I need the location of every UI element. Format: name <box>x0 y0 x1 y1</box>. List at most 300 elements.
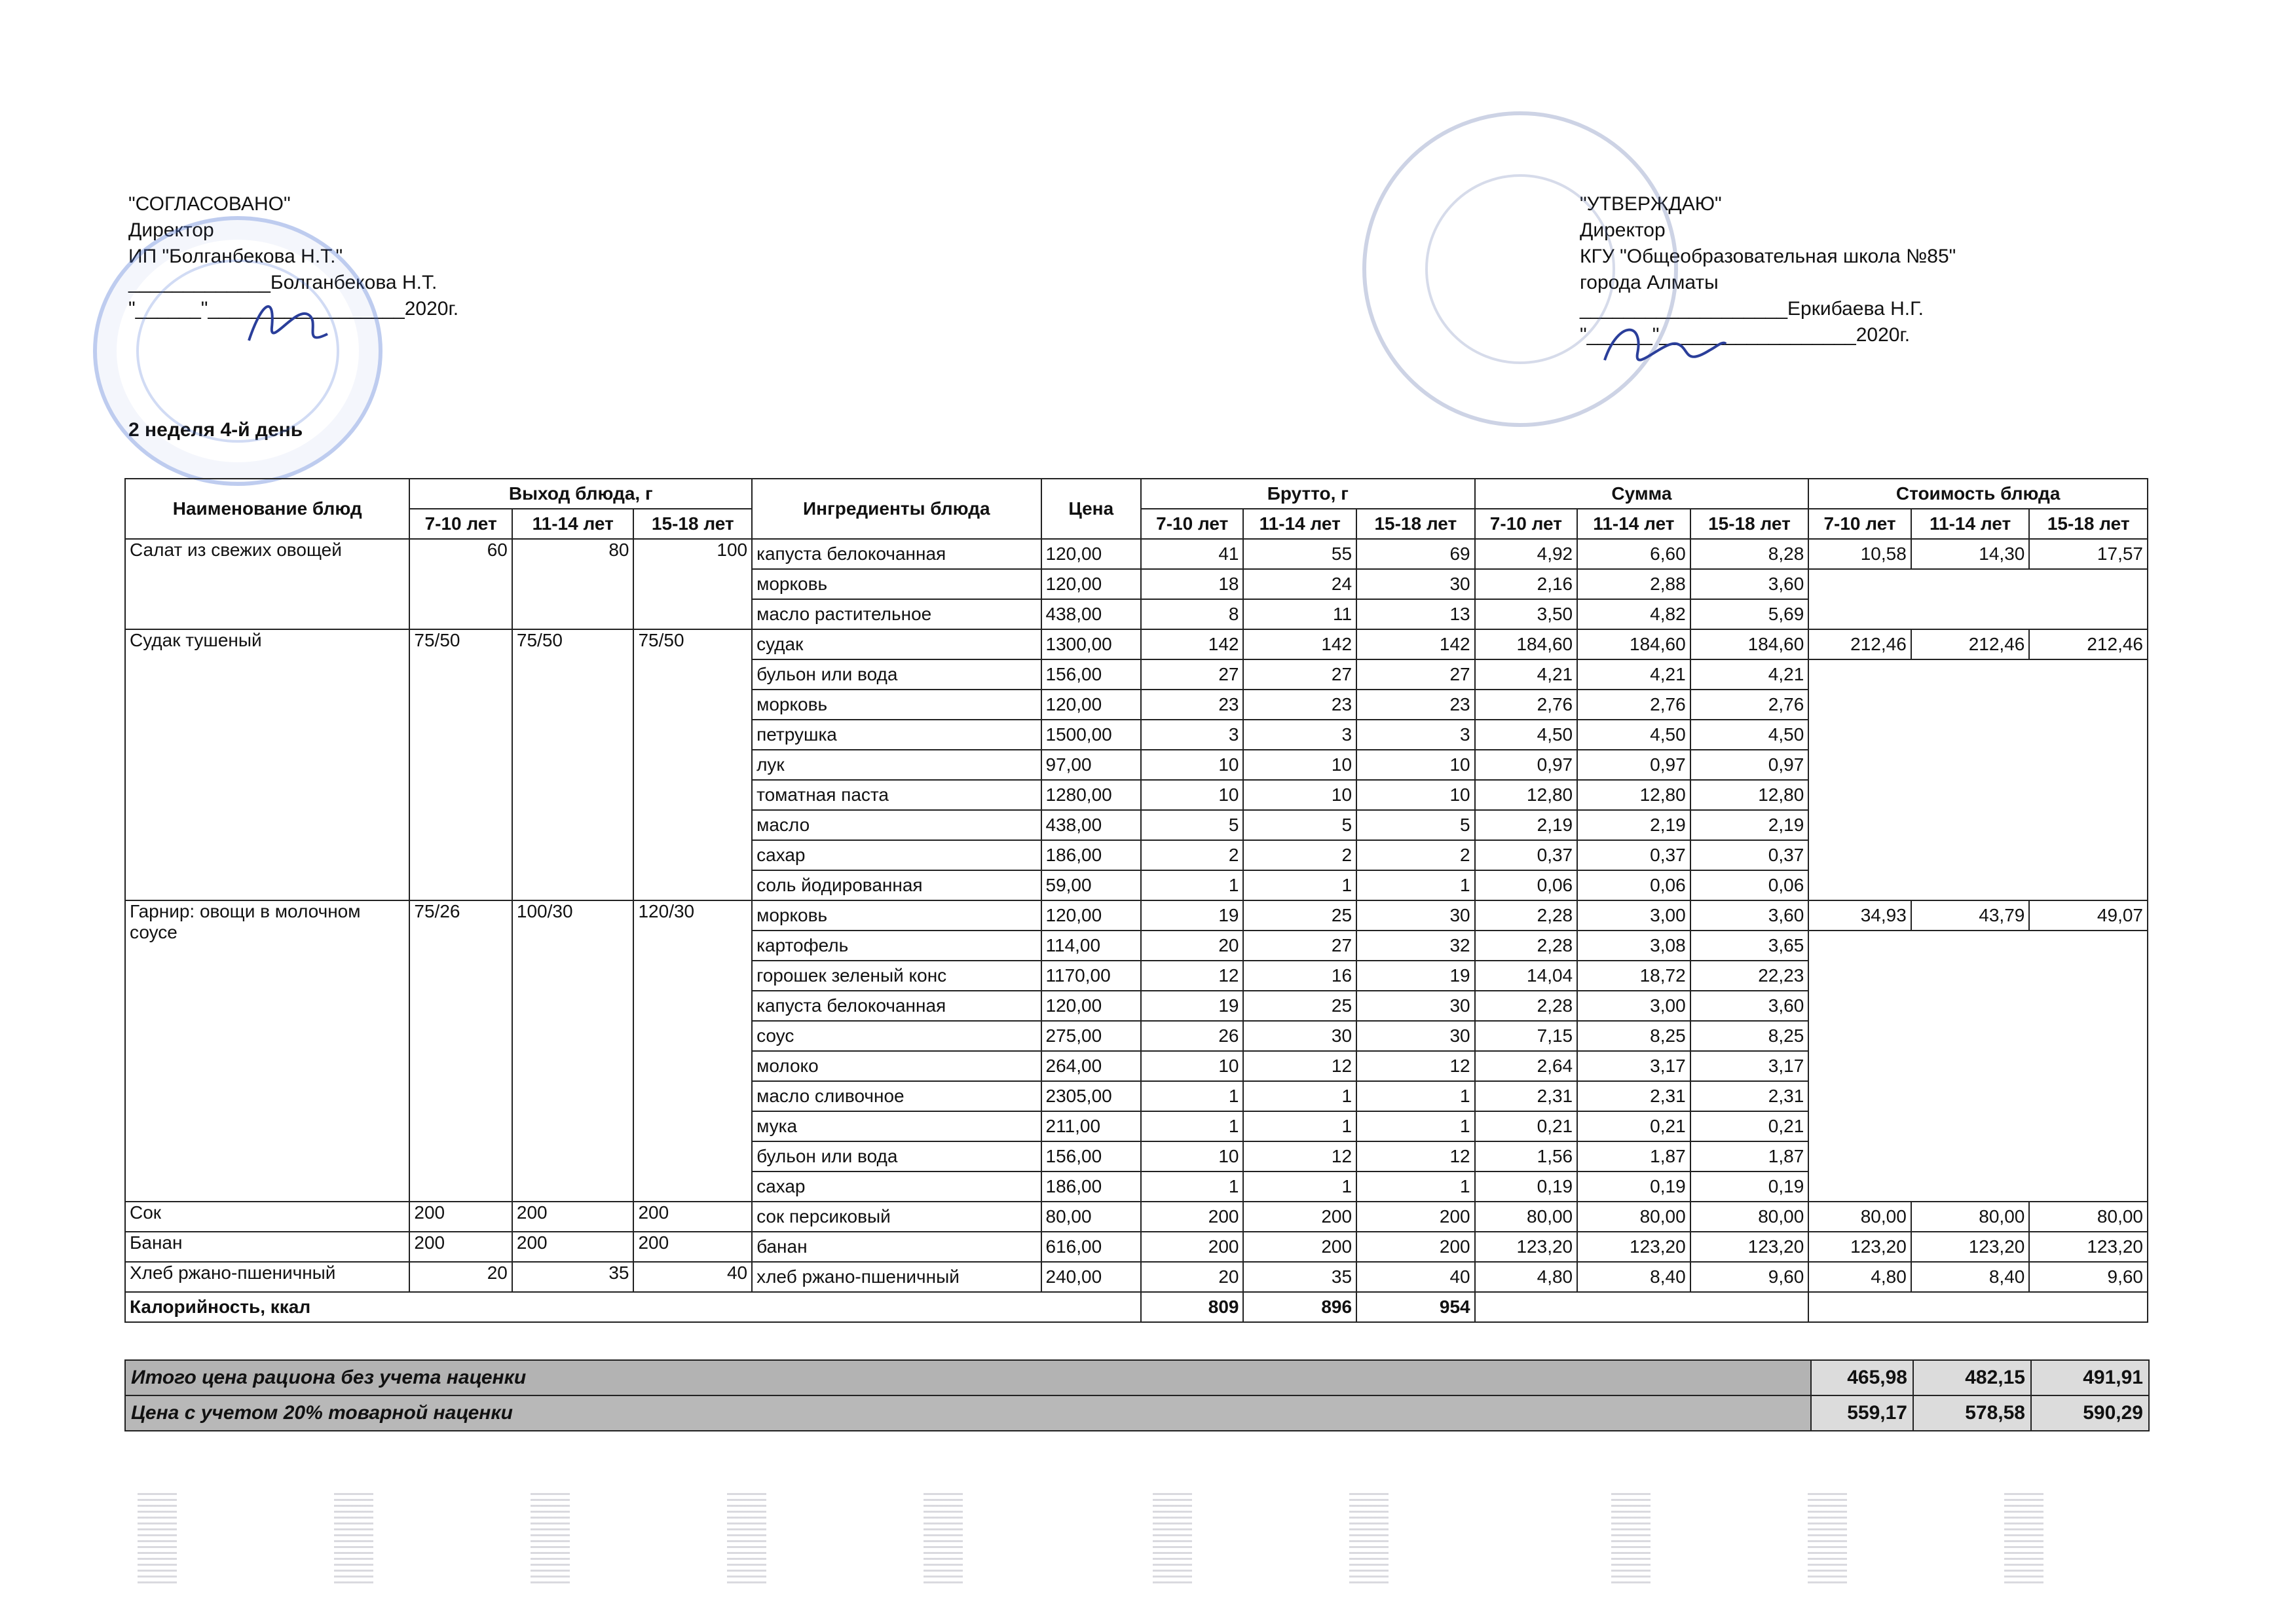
ingredient-gross: 30 <box>1356 569 1475 599</box>
ingredient-sum: 3,60 <box>1690 900 1809 931</box>
header-age: 11-14 лет <box>512 509 634 539</box>
ingredient-gross: 10 <box>1356 780 1475 810</box>
ingredient-gross: 1 <box>1356 1111 1475 1141</box>
ingredient-sum: 2,28 <box>1475 991 1578 1021</box>
ingredient-gross: 18 <box>1141 569 1244 599</box>
left-date-line: "______"__________________2020г. <box>128 298 459 320</box>
week-day-label: 2 неделя 4-й день <box>128 419 303 441</box>
ingredient-price: 264,00 <box>1041 1051 1141 1081</box>
scan-artifact <box>1153 1493 1192 1585</box>
ingredient-name: соль йодированная <box>752 870 1041 900</box>
ingredient-price: 438,00 <box>1041 810 1141 840</box>
header-dish-name: Наименование блюд <box>125 479 409 539</box>
ingredient-sum: 2,19 <box>1690 810 1809 840</box>
header-cost: Стоимость блюда <box>1808 479 2148 509</box>
ingredient-gross: 23 <box>1356 690 1475 720</box>
totals-value: 465,98 <box>1811 1360 1913 1395</box>
ingredient-gross: 10 <box>1243 780 1356 810</box>
header-age: 11-14 лет <box>1911 509 2030 539</box>
ingredient-sum: 4,21 <box>1475 659 1578 690</box>
scan-artifact <box>1349 1493 1389 1585</box>
ingredient-gross: 3 <box>1356 720 1475 750</box>
dish-yield: 60 <box>409 539 512 629</box>
ingredient-gross: 200 <box>1356 1202 1475 1232</box>
scan-artifact <box>727 1493 766 1585</box>
header-age: 15-18 лет <box>2029 509 2148 539</box>
dish-yield: 80 <box>512 539 634 629</box>
ingredient-gross: 10 <box>1141 750 1244 780</box>
left-position: Директор <box>128 219 214 241</box>
ingredient-name: масло растительное <box>752 599 1041 629</box>
dish-cost: 80,00 <box>1911 1202 2030 1232</box>
header-age: 7-10 лет <box>409 509 512 539</box>
ingredient-gross: 19 <box>1141 991 1244 1021</box>
ingredient-gross: 5 <box>1141 810 1244 840</box>
ingredient-gross: 25 <box>1243 900 1356 931</box>
ingredient-gross: 10 <box>1141 1141 1244 1172</box>
ingredient-price: 120,00 <box>1041 690 1141 720</box>
ingredient-gross: 10 <box>1141 780 1244 810</box>
ingredient-sum: 4,92 <box>1475 539 1578 569</box>
ingredient-gross: 200 <box>1243 1202 1356 1232</box>
dish-yield: 200 <box>512 1202 634 1232</box>
ingredient-gross: 23 <box>1141 690 1244 720</box>
dish-cost: 43,79 <box>1911 900 2030 931</box>
ingredient-price: 59,00 <box>1041 870 1141 900</box>
ingredient-sum: 2,28 <box>1475 900 1578 931</box>
ingredient-sum: 3,60 <box>1690 991 1809 1021</box>
ingredient-sum: 3,17 <box>1577 1051 1690 1081</box>
ingredient-gross: 1 <box>1243 1081 1356 1111</box>
dish-yield: 20 <box>409 1262 512 1292</box>
ingredient-gross: 27 <box>1243 931 1356 961</box>
ingredient-gross: 35 <box>1243 1262 1356 1292</box>
ingredient-price: 186,00 <box>1041 840 1141 870</box>
calories-value: 896 <box>1243 1292 1356 1322</box>
ingredient-name: хлеб ржано-пшеничный <box>752 1262 1041 1292</box>
totals-label: Итого цена рациона без учета наценки <box>125 1360 1811 1395</box>
ingredient-sum: 3,60 <box>1690 569 1809 599</box>
ingredient-gross: 27 <box>1243 659 1356 690</box>
ingredient-gross: 1 <box>1356 1172 1475 1202</box>
ingredient-gross: 30 <box>1243 1021 1356 1051</box>
ingredient-price: 120,00 <box>1041 539 1141 569</box>
dish-yield: 75/50 <box>409 629 512 900</box>
ingredient-sum: 80,00 <box>1577 1202 1690 1232</box>
totals-body <box>125 1360 2149 1431</box>
ingredient-gross: 41 <box>1141 539 1244 569</box>
ingredient-gross: 27 <box>1141 659 1244 690</box>
ingredient-sum: 3,17 <box>1690 1051 1809 1081</box>
calories-value: 809 <box>1141 1292 1244 1322</box>
ingredient-gross: 55 <box>1243 539 1356 569</box>
ingredient-price: 120,00 <box>1041 991 1141 1021</box>
ingredient-gross: 11 <box>1243 599 1356 629</box>
ingredient-price: 211,00 <box>1041 1111 1141 1141</box>
scan-artifact <box>1808 1493 1847 1585</box>
dish-yield: 35 <box>512 1262 634 1292</box>
table-header <box>125 479 2148 539</box>
ingredient-sum: 0,97 <box>1690 750 1809 780</box>
totals-row <box>125 1360 2149 1395</box>
header-age: 7-10 лет <box>1475 509 1578 539</box>
ingredient-gross: 20 <box>1141 1262 1244 1292</box>
ingredient-sum: 6,60 <box>1577 539 1690 569</box>
ingredient-gross: 5 <box>1243 810 1356 840</box>
ingredient-gross: 1 <box>1356 1081 1475 1111</box>
ingredient-sum: 8,28 <box>1690 539 1809 569</box>
ingredient-sum: 12,80 <box>1577 780 1690 810</box>
ingredient-price: 240,00 <box>1041 1262 1141 1292</box>
ingredient-sum: 0,06 <box>1475 870 1578 900</box>
dish-name: Салат из свежих овощей <box>125 539 409 629</box>
dish-cost: 9,60 <box>2029 1262 2148 1292</box>
totals-value: 482,15 <box>1913 1360 2031 1395</box>
left-signature <box>236 288 334 360</box>
dish-yield: 40 <box>633 1262 752 1292</box>
scan-artifact <box>334 1493 373 1585</box>
totals-value: 559,17 <box>1811 1395 1913 1431</box>
ingredient-sum: 4,50 <box>1690 720 1809 750</box>
ingredient-sum: 0,97 <box>1475 750 1578 780</box>
totals-value: 491,91 <box>2031 1360 2149 1395</box>
totals-label: Цена с учетом 20% товарной наценки <box>125 1395 1811 1431</box>
ingredient-sum: 2,19 <box>1577 810 1690 840</box>
ingredient-price: 120,00 <box>1041 900 1141 931</box>
dish-cost: 49,07 <box>2029 900 2148 931</box>
dish-cost: 80,00 <box>1808 1202 1911 1232</box>
dish-yield: 200 <box>633 1232 752 1262</box>
dish-yield: 120/30 <box>633 900 752 1202</box>
ingredient-gross: 1 <box>1356 870 1475 900</box>
ingredient-sum: 8,40 <box>1577 1262 1690 1292</box>
header-yield: Выход блюда, г <box>409 479 752 509</box>
ingredient-price: 275,00 <box>1041 1021 1141 1051</box>
ingredient-sum: 3,50 <box>1475 599 1578 629</box>
ingredient-name: морковь <box>752 900 1041 931</box>
ingredient-sum: 9,60 <box>1690 1262 1809 1292</box>
ingredient-price: 97,00 <box>1041 750 1141 780</box>
ingredient-price: 616,00 <box>1041 1232 1141 1262</box>
ingredient-name: масло <box>752 810 1041 840</box>
ingredient-sum: 1,87 <box>1577 1141 1690 1172</box>
header-price: Цена <box>1041 479 1141 539</box>
dish-yield: 200 <box>409 1232 512 1262</box>
ingredient-gross: 1 <box>1141 1081 1244 1111</box>
dish-cost: 123,20 <box>2029 1232 2148 1262</box>
dish-cost: 17,57 <box>2029 539 2148 569</box>
ingredient-sum: 2,31 <box>1690 1081 1809 1111</box>
calories-row <box>125 1292 2148 1322</box>
scan-artifact <box>531 1493 570 1585</box>
ingredient-gross: 1 <box>1141 870 1244 900</box>
table-row <box>125 900 2148 931</box>
ingredient-name: бульон или вода <box>752 1141 1041 1172</box>
ingredient-gross: 40 <box>1356 1262 1475 1292</box>
scan-artifact <box>924 1493 963 1585</box>
ingredient-gross: 200 <box>1243 1232 1356 1262</box>
approve-title: "УТВЕРЖДАЮ" <box>1580 193 1722 215</box>
header-gross: Брутто, г <box>1141 479 1475 509</box>
ingredient-gross: 24 <box>1243 569 1356 599</box>
ingredient-gross: 5 <box>1356 810 1475 840</box>
header-age: 7-10 лет <box>1808 509 1911 539</box>
ingredient-gross: 200 <box>1356 1232 1475 1262</box>
totals-value: 578,58 <box>1913 1395 2031 1431</box>
dish-yield: 75/50 <box>512 629 634 900</box>
dish-cost: 212,46 <box>2029 629 2148 659</box>
ingredient-sum: 4,82 <box>1577 599 1690 629</box>
ingredient-name: петрушка <box>752 720 1041 750</box>
ingredient-gross: 25 <box>1243 991 1356 1021</box>
ingredient-sum: 12,80 <box>1690 780 1809 810</box>
ingredient-price: 2305,00 <box>1041 1081 1141 1111</box>
ingredient-sum: 0,21 <box>1475 1111 1578 1141</box>
right-city: города Алматы <box>1580 272 1719 293</box>
ingredient-sum: 0,19 <box>1577 1172 1690 1202</box>
table-body <box>125 539 2148 1322</box>
ingredient-sum: 1,56 <box>1475 1141 1578 1172</box>
left-org: ИП "Болганбекова Н.Т." <box>128 246 343 267</box>
table-row <box>125 1202 2148 1232</box>
ingredient-sum: 2,28 <box>1475 931 1578 961</box>
ingredient-sum: 4,50 <box>1475 720 1578 750</box>
ingredient-gross: 200 <box>1141 1202 1244 1232</box>
ingredient-gross: 20 <box>1141 931 1244 961</box>
ingredient-sum: 80,00 <box>1475 1202 1578 1232</box>
ingredient-price: 1500,00 <box>1041 720 1141 750</box>
ingredient-price: 186,00 <box>1041 1172 1141 1202</box>
right-date-line: "______"__________________2020г. <box>1580 324 1911 346</box>
ingredient-sum: 184,60 <box>1690 629 1809 659</box>
ingredient-gross: 1 <box>1243 870 1356 900</box>
dish-name: Сок <box>125 1202 409 1232</box>
ingredient-price: 156,00 <box>1041 659 1141 690</box>
dish-cost: 212,46 <box>1911 629 2030 659</box>
ingredient-gross: 8 <box>1141 599 1244 629</box>
ingredient-price: 80,00 <box>1041 1202 1141 1232</box>
ingredient-gross: 19 <box>1356 961 1475 991</box>
ingredient-name: капуста белокочанная <box>752 991 1041 1021</box>
ingredient-gross: 12 <box>1243 1051 1356 1081</box>
right-signature <box>1598 314 1729 380</box>
ingredient-sum: 0,06 <box>1577 870 1690 900</box>
ingredient-name: сахар <box>752 840 1041 870</box>
header-age: 15-18 лет <box>633 509 752 539</box>
header-age: 15-18 лет <box>1690 509 1809 539</box>
ingredient-gross: 1 <box>1141 1111 1244 1141</box>
ingredient-sum: 0,21 <box>1690 1111 1809 1141</box>
dish-name: Банан <box>125 1232 409 1262</box>
header-age: 11-14 лет <box>1243 509 1356 539</box>
ingredient-sum: 4,21 <box>1577 659 1690 690</box>
header-age: 11-14 лет <box>1577 509 1690 539</box>
dish-cost: 80,00 <box>2029 1202 2148 1232</box>
dish-cost: 34,93 <box>1808 900 1911 931</box>
ingredient-gross: 23 <box>1243 690 1356 720</box>
ingredient-sum: 4,50 <box>1577 720 1690 750</box>
ingredient-sum: 123,20 <box>1475 1232 1578 1262</box>
dish-cost-blank <box>1808 931 2148 1202</box>
right-sign-line: ___________________Еркибаева Н.Г. <box>1580 298 1924 320</box>
header-ingredients: Ингредиенты блюда <box>752 479 1041 539</box>
ingredient-price: 1300,00 <box>1041 629 1141 659</box>
ingredient-gross: 200 <box>1141 1232 1244 1262</box>
ingredient-gross: 10 <box>1141 1051 1244 1081</box>
ingredient-gross: 142 <box>1356 629 1475 659</box>
ingredient-sum: 3,08 <box>1577 931 1690 961</box>
menu-table <box>124 478 2148 1323</box>
ingredient-sum: 123,20 <box>1577 1232 1690 1262</box>
dish-name: Хлеб ржано-пшеничный <box>125 1262 409 1292</box>
ingredient-sum: 14,04 <box>1475 961 1578 991</box>
dish-cost: 123,20 <box>1808 1232 1911 1262</box>
ingredient-price: 1170,00 <box>1041 961 1141 991</box>
ingredient-gross: 3 <box>1243 720 1356 750</box>
right-org: КГУ "Общеобразовательная школа №85" <box>1580 246 1956 267</box>
ingredient-sum: 0,21 <box>1577 1111 1690 1141</box>
ingredient-gross: 12 <box>1356 1141 1475 1172</box>
ingredient-sum: 2,64 <box>1475 1051 1578 1081</box>
scan-artifact <box>2004 1493 2043 1585</box>
ingredient-sum: 0,37 <box>1690 840 1809 870</box>
ingredient-gross: 30 <box>1356 1021 1475 1051</box>
ingredient-gross: 1 <box>1243 1172 1356 1202</box>
ingredient-name: молоко <box>752 1051 1041 1081</box>
left-sign-line: _____________Болганбекова Н.Т. <box>128 272 438 293</box>
dish-name: Судак тушеный <box>125 629 409 900</box>
ingredient-sum: 184,60 <box>1475 629 1578 659</box>
ingredient-sum: 3,00 <box>1577 991 1690 1021</box>
table-row <box>125 1262 2148 1292</box>
ingredient-name: капуста белокочанная <box>752 539 1041 569</box>
scan-artifact <box>1611 1493 1651 1585</box>
dish-yield: 75/26 <box>409 900 512 1202</box>
ingredient-sum: 22,23 <box>1690 961 1809 991</box>
header-age: 15-18 лет <box>1356 509 1475 539</box>
ingredient-gross: 2 <box>1141 840 1244 870</box>
ingredient-gross: 19 <box>1141 900 1244 931</box>
ingredient-gross: 30 <box>1356 991 1475 1021</box>
dish-cost: 8,40 <box>1911 1262 2030 1292</box>
ingredient-gross: 2 <box>1356 840 1475 870</box>
ingredient-sum: 123,20 <box>1690 1232 1809 1262</box>
ingredient-sum: 2,16 <box>1475 569 1578 599</box>
ingredient-sum: 8,25 <box>1577 1021 1690 1051</box>
ingredient-gross: 1 <box>1243 1111 1356 1141</box>
header-sum: Сумма <box>1475 479 1809 509</box>
ingredient-price: 156,00 <box>1041 1141 1141 1172</box>
totals-row <box>125 1395 2149 1431</box>
ingredient-sum: 3,65 <box>1690 931 1809 961</box>
ingredient-price: 1280,00 <box>1041 780 1141 810</box>
table-row <box>125 629 2148 659</box>
ingredient-name: горошек зеленый конс <box>752 961 1041 991</box>
dish-cost: 4,80 <box>1808 1262 1911 1292</box>
dish-yield: 200 <box>633 1202 752 1232</box>
ingredient-gross: 32 <box>1356 931 1475 961</box>
ingredient-sum: 0,19 <box>1475 1172 1578 1202</box>
ingredient-sum: 8,25 <box>1690 1021 1809 1051</box>
ingredient-sum: 12,80 <box>1475 780 1578 810</box>
totals-table <box>124 1359 2150 1431</box>
table-row <box>125 1232 2148 1262</box>
ingredient-name: картофель <box>752 931 1041 961</box>
totals-value: 590,29 <box>2031 1395 2149 1431</box>
ingredient-name: мука <box>752 1111 1041 1141</box>
ingredient-name: соус <box>752 1021 1041 1051</box>
ingredient-sum: 0,97 <box>1577 750 1690 780</box>
ingredient-sum: 7,15 <box>1475 1021 1578 1051</box>
calories-blank <box>1475 1292 1809 1322</box>
dish-cost-blank <box>1808 659 2148 900</box>
ingredient-sum: 0,37 <box>1577 840 1690 870</box>
ingredient-gross: 12 <box>1141 961 1244 991</box>
calories-label: Калорийность, ккал <box>125 1292 1141 1322</box>
ingredient-sum: 2,31 <box>1577 1081 1690 1111</box>
ingredient-name: морковь <box>752 690 1041 720</box>
ingredient-gross: 2 <box>1243 840 1356 870</box>
ingredient-gross: 30 <box>1356 900 1475 931</box>
ingredient-gross: 26 <box>1141 1021 1244 1051</box>
ingredient-sum: 0,19 <box>1690 1172 1809 1202</box>
dish-yield: 200 <box>409 1202 512 1232</box>
ingredient-sum: 2,88 <box>1577 569 1690 599</box>
dish-cost: 212,46 <box>1808 629 1911 659</box>
ingredient-price: 120,00 <box>1041 569 1141 599</box>
ingredient-sum: 2,19 <box>1475 810 1578 840</box>
right-position: Директор <box>1580 219 1666 241</box>
ingredient-sum: 4,21 <box>1690 659 1809 690</box>
ingredient-gross: 142 <box>1243 629 1356 659</box>
ingredient-sum: 5,69 <box>1690 599 1809 629</box>
ingredient-price: 438,00 <box>1041 599 1141 629</box>
ingredient-gross: 12 <box>1243 1141 1356 1172</box>
ingredient-gross: 10 <box>1356 750 1475 780</box>
dish-cost: 123,20 <box>1911 1232 2030 1262</box>
ingredient-name: банан <box>752 1232 1041 1262</box>
ingredient-gross: 142 <box>1141 629 1244 659</box>
ingredient-gross: 69 <box>1356 539 1475 569</box>
ingredient-name: бульон или вода <box>752 659 1041 690</box>
ingredient-price: 114,00 <box>1041 931 1141 961</box>
scan-artifact <box>138 1493 177 1585</box>
table-row <box>125 539 2148 569</box>
calories-value: 954 <box>1356 1292 1475 1322</box>
ingredient-sum: 0,06 <box>1690 870 1809 900</box>
ingredient-sum: 4,80 <box>1475 1262 1578 1292</box>
ingredient-sum: 18,72 <box>1577 961 1690 991</box>
ingredient-gross: 1 <box>1141 1172 1244 1202</box>
calories-blank <box>1808 1292 2148 1322</box>
ingredient-name: томатная паста <box>752 780 1041 810</box>
header-age: 7-10 лет <box>1141 509 1244 539</box>
ingredient-gross: 13 <box>1356 599 1475 629</box>
ingredient-name: масло сливочное <box>752 1081 1041 1111</box>
dish-name: Гарнир: овощи в молочном соусе <box>125 900 409 1202</box>
dish-yield: 100 <box>633 539 752 629</box>
agreed-title: "СОГЛАСОВАНО" <box>128 193 291 215</box>
dish-cost: 14,30 <box>1911 539 2030 569</box>
ingredient-gross: 27 <box>1356 659 1475 690</box>
dish-yield: 100/30 <box>512 900 634 1202</box>
ingredient-sum: 0,37 <box>1475 840 1578 870</box>
ingredient-name: сок персиковый <box>752 1202 1041 1232</box>
dish-yield: 200 <box>512 1232 634 1262</box>
ingredient-gross: 16 <box>1243 961 1356 991</box>
ingredient-sum: 1,87 <box>1690 1141 1809 1172</box>
ingredient-gross: 10 <box>1243 750 1356 780</box>
